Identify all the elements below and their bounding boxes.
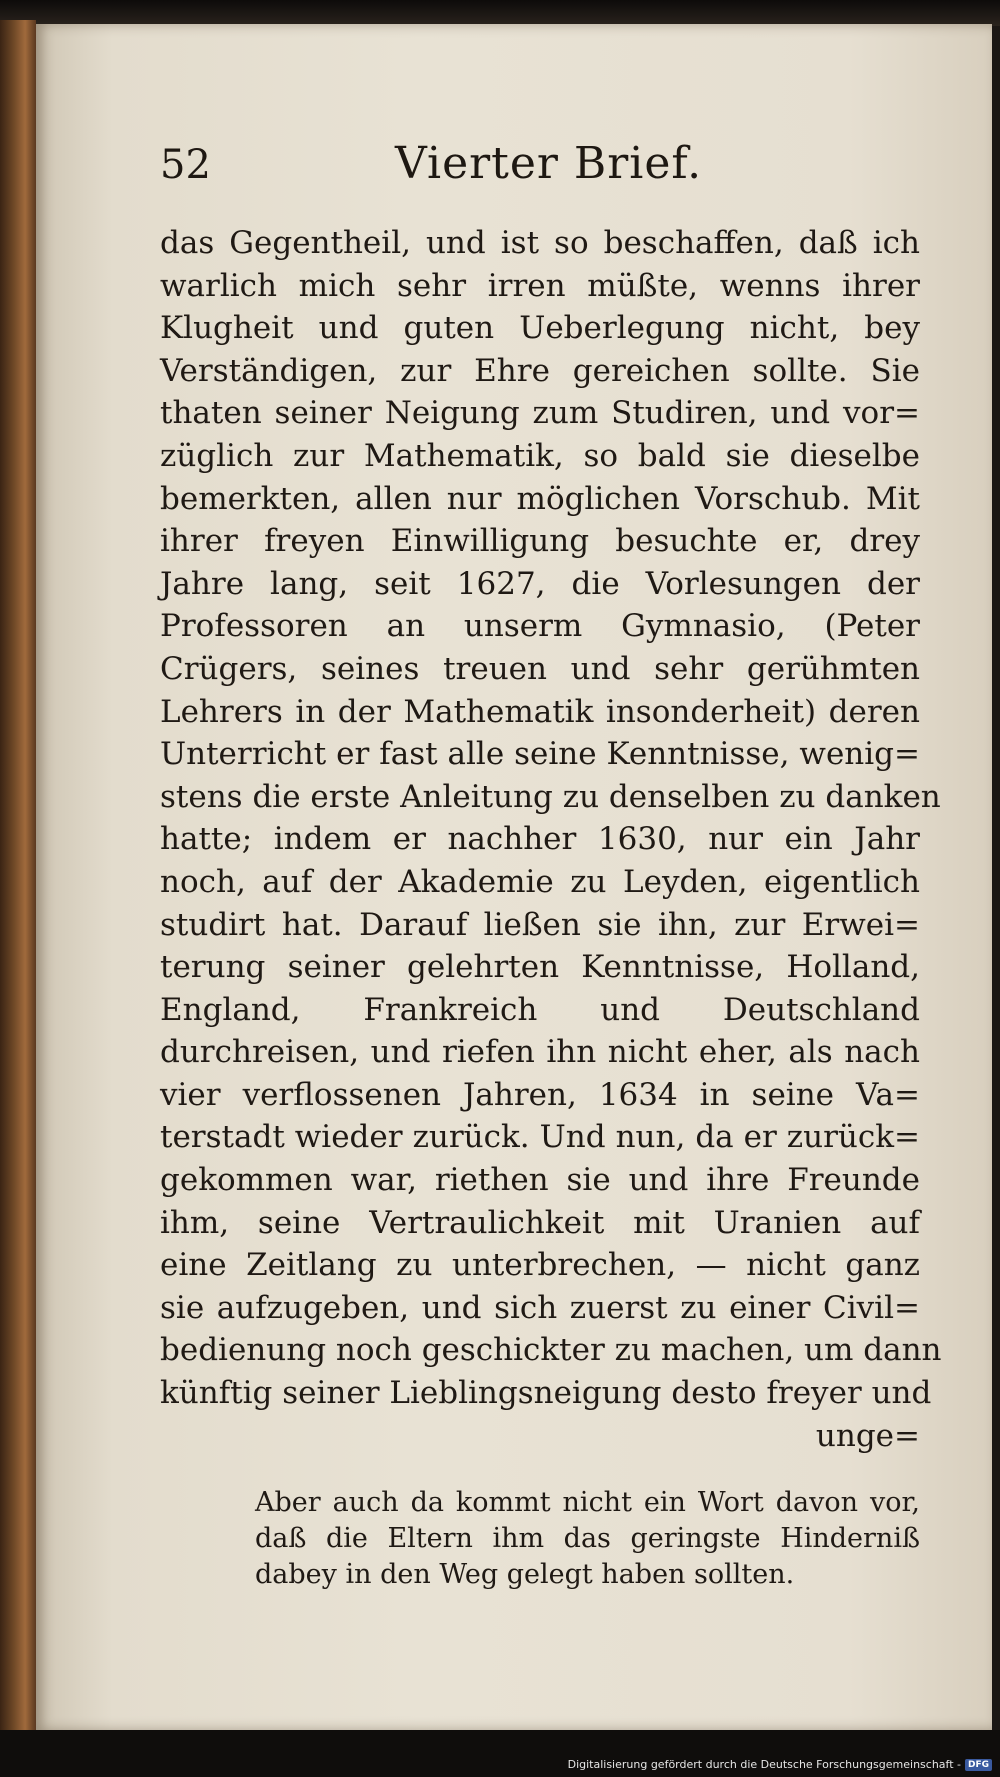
text-line: sie aufzugeben, und sich zuerst zu einer Civil= (160, 1289, 920, 1326)
text-line: Klugheit und guten Ueberlegung nicht, bey (160, 310, 920, 347)
footnote-line: Aber auch da kommt nicht ein Wort davon vor, (255, 1487, 920, 1518)
text-line: terstadt wieder zurück. Und nun, da er zurück= (160, 1119, 920, 1156)
running-title: Vierter Brief. (395, 138, 703, 189)
digitization-credit (568, 1758, 992, 1771)
text-line: züglich zur Mathematik, so bald sie dieselbe (160, 437, 920, 474)
text-line: England, Frankreich und Deutschland (160, 991, 920, 1028)
text-line: das Gegentheil, und ist so beschaffen, daß ich (160, 225, 920, 261)
text-line: Lehrers in der Mathematik insonderheit) deren (160, 693, 920, 730)
text-line: stens die erste Anleitung zu denselben zu danken (160, 778, 941, 815)
main-text (160, 222, 942, 1415)
scan-bottom-strip (0, 1730, 1000, 1777)
text-line: vier verflossenen Jahren, 1634 in seine Va= (160, 1076, 920, 1113)
text-line: Jahre lang, seit 1627, die Vorlesungen der (160, 565, 920, 602)
book-spine (0, 20, 36, 1730)
text-line: Unterricht er fast alle seine Kenntnisse, wenig= (160, 736, 920, 773)
text-line: durchreisen, und riefen ihn nicht eher, als nach (160, 1034, 920, 1071)
text-line: Verständigen, zur Ehre gereichen sollte. Sie (160, 352, 920, 389)
dfg-logo-icon: DFG (965, 1759, 992, 1771)
text-line: Professoren an unserm Gymnasio, (Peter (160, 608, 920, 645)
footnote-line: dabey in den Weg gelegt haben sollten. (255, 1559, 795, 1590)
page-header (160, 120, 920, 190)
text-line: thaten seiner Neigung zum Studiren, und vor= (160, 395, 920, 432)
text-line: eine Zeitlang zu unterbrechen, — nicht ganz (160, 1247, 920, 1284)
text-line: ihm, seine Vertraulichkeit mit Uranien auf (160, 1204, 920, 1241)
footnote (255, 1485, 920, 1593)
text-line: ihrer freyen Einwilligung besuchte er, drey (160, 523, 920, 560)
text-line: noch, auf der Akademie zu Leyden, eigentlich (160, 863, 920, 900)
scan-top-edge (0, 0, 1000, 26)
text-line: bemerkten, allen nur möglichen Vorschub. Mit (160, 480, 920, 517)
text-line: gekommen war, riethen sie und ihre Freunde (160, 1162, 920, 1199)
text-line: terung seiner gelehrten Kenntnisse, Holland, (160, 949, 920, 986)
page-number: 52 (160, 142, 211, 188)
text-line: studirt hat. Darauf ließen sie ihn, zur Erwei= (160, 906, 920, 943)
text-line: bedienung noch geschickter zu machen, um dann (160, 1332, 942, 1369)
text-line: hatte; indem er nachher 1630, nur ein Jahr (160, 821, 920, 858)
text-line: warlich mich sehr irren müßte, wenns ihrer (160, 267, 920, 304)
footnote-line: daß die Eltern ihm das geringste Hinderniß (255, 1523, 920, 1554)
text-line: künftig seiner Lieblingsneigung desto freyer und (160, 1375, 932, 1412)
catchword: unge= (815, 1418, 920, 1454)
credit-text: Digitalisierung gefördert durch die Deutsche Forschungsgemeinschaft - (567, 1758, 961, 1771)
text-line: Crügers, seines treuen und sehr gerühmten (160, 650, 920, 687)
